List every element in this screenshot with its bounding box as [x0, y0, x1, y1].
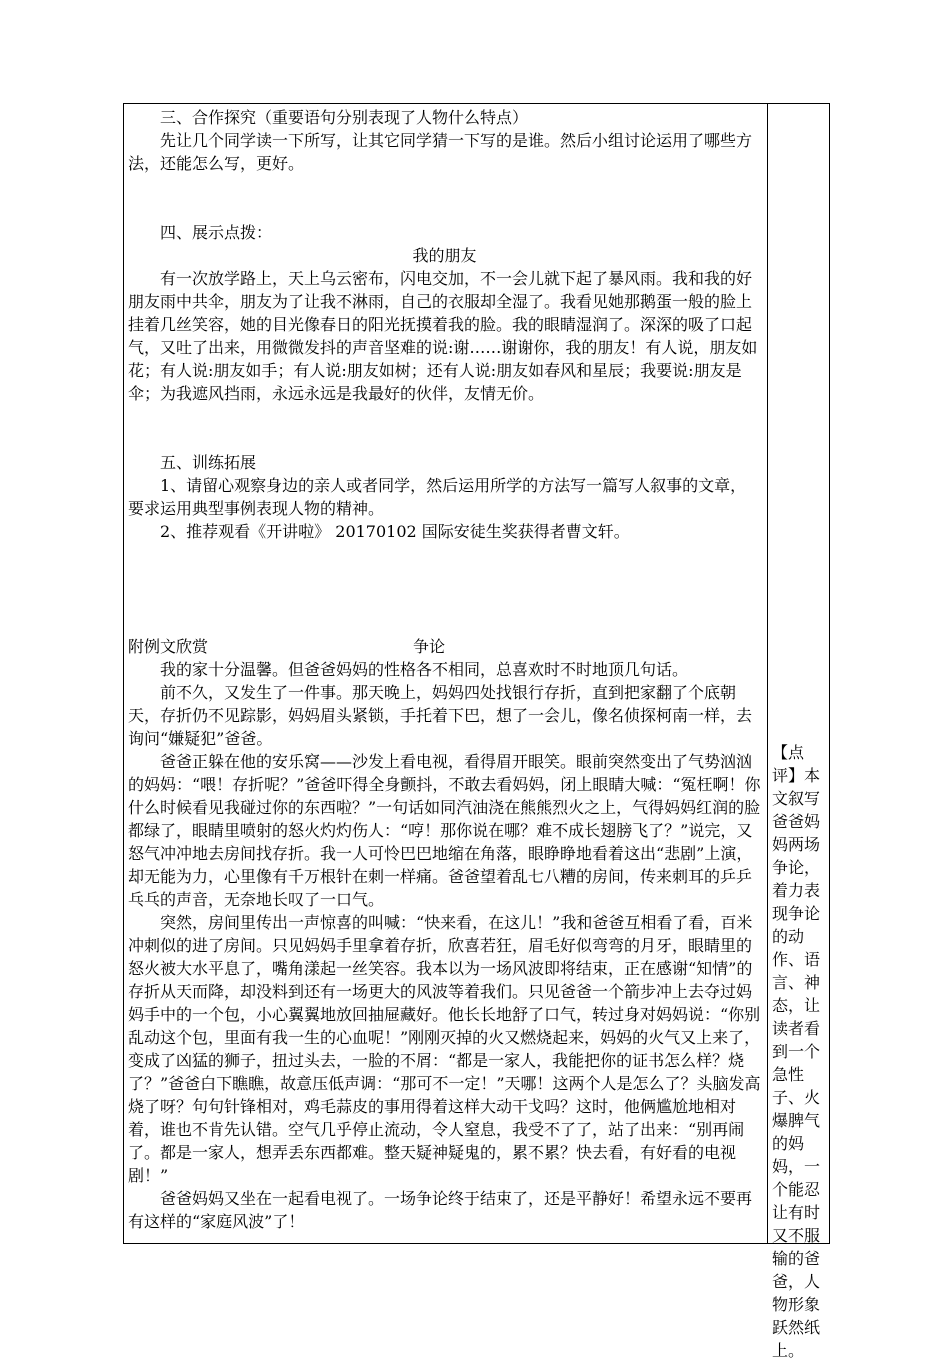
example-label: 附例文欣赏 [128, 637, 209, 656]
section5-item-1: 1、请留心观察身边的亲人或者同学，然后运用所学的方法写一篇写人叙事的文章，要求运用典型事例表现人物的精神。 [128, 476, 747, 518]
main-column [128, 106, 761, 1233]
section5-heading: 五、训练拓展 [160, 453, 257, 472]
spacer [128, 405, 761, 451]
section4-heading: 四、展示点拨： [160, 223, 273, 242]
section3-text: 先让几个同学读一下所写，让其它同学猜一下写的是谁。然后小组讨论运用了哪些方法，还能怎么写，更好。 [128, 131, 753, 173]
spacer [128, 543, 761, 635]
example-paragraph: 爸爸正躲在他的安乐窝——沙发上看电视，看得眉开眼笑。眼前突然变出了气势汹汹的妈妈：“喂！存折呢？”爸爸吓得全身颤抖，不敢去看妈妈，闭上眼睛大喊：“冤枉啊！你什么时候看见我碰过你的东西啦？”一句话如同汽油浇在熊熊烈火之上，气得妈妈红润的脸都绿了，眼睛里喷射的怒火灼灼伤人：“哼！那你说在哪？难不成长翅膀飞了？”说完，又怒气冲冲地去房间找存折。我一人可怜巴巴地缩在角落，眼睁睁地看着这出“悲剧”上演，却无能为力，心里像有千万根针在刺一样痛。爸爸望着乱七八糟的房间，传来刺耳的乒乒乓乓的声音，无奈地长叹了一口气。 [128, 752, 761, 909]
example-title: 争论 [413, 637, 446, 656]
section5-item-2: 2、推荐观看《开讲啦》 20170102 国际安徒生奖获得者曹文轩。 [160, 522, 630, 541]
example-paragraph: 我的家十分温馨。但爸爸妈妈的性格各不相同，总喜欢时不时地顶几句话。 [160, 660, 689, 679]
essay-text: 有一次放学路上，天上乌云密布，闪电交加，不一会儿就下起了暴风雨。我和我的好朋友雨中共伞，朋友为了让我不淋雨，自己的衣服却全湿了。我看见她那鹅蛋一般的脸上挂着几丝笑容，她的目光像春日的阳光抚摸着我的脸。我的眼睛湿润了。深深的吸了口起气，又吐了出来，用微微发抖的声音坚难的说:谢……谢谢你，我的朋友！有人说，朋友如花；有人说:朋友如手；有人说:朋友如树；还有人说:朋友如春风和星辰；我要说:朋友是伞；为我遮风挡雨，永远永远是我最好的伙伴，友情无价。 [128, 269, 758, 403]
comment-text: 本文叙写爸爸妈妈两场争论，着力表现争论的动作、语言、神态，让读者看到一个急性子、火爆脾气的妈妈，一个能忍让有时又不服输的爸爸，人物形象跃然纸上。 [772, 766, 821, 1360]
example-paragraph: 突然，房间里传出一声惊喜的叫喊：“快来看，在这儿！”我和爸爸互相看了看，百米冲刺似的进了房间。只见妈妈手里拿着存折，欣喜若狂，眉毛好似弯弯的月牙，眼睛里的怒火被大水平息了，嘴角漾起一丝笑容。我本以为一场风波即将结束，正在感谢“知情”的存折从天而降，却没料到还有一场更大的风波等着我们。只见爸爸一个箭步冲上去夺过妈妈手中的一个包，小心翼翼地放回抽屉藏好。他长长地舒了口气，转过身对妈妈说：“你别乱动这个包，里面有我一生的心血呢！”刚刚灭掉的火又燃烧起来，妈妈的火气又上来了，变成了凶猛的狮子，扭过头去，一脸的不屑：“都是一家人，我能把你的证书怎么样？烧了？”爸爸白下瞧瞧，故意压低声调：“那可不一定！”天哪！这两个人是怎么了？头脑发高烧了呀？句句针锋相对，鸡毛蒜皮的事用得着这样大动干戈吗？这时，他俩尴尬地相对着，谁也不肯先认错。空气几乎停止流动，令人窒息，我受不了了，站了出来：“别再闹了。都是一家人，想弄丢东西都难。整天疑神疑鬼的，累不累？快去看，有好看的电视剧！” [128, 913, 761, 1185]
comment-column [772, 741, 824, 1362]
essay-title: 我的朋友 [412, 246, 477, 265]
spacer [128, 175, 761, 221]
lesson-table [123, 103, 830, 1360]
example-paragraph: 爸爸妈妈又坐在一起看电视了。一场争论终于结束了，还是平静好！希望永远不要再有这样的“家庭风波”了！ [128, 1189, 753, 1231]
example-paragraph: 前不久，又发生了一件事。那天晚上，妈妈四处找银行存折，直到把家翻了个底朝天，存折仍不见踪影，妈妈眉头紧锁，手托着下巴，想了一会儿，像名侦探柯南一样，去询问“嫌疑犯”爸爸。 [128, 683, 753, 748]
example-header [128, 635, 761, 658]
column-divider [767, 104, 768, 1243]
comment-label: 【点评】 [772, 743, 805, 785]
section3-heading: 三、合作探究（重要语句分别表现了人物什么特点） [160, 108, 529, 127]
